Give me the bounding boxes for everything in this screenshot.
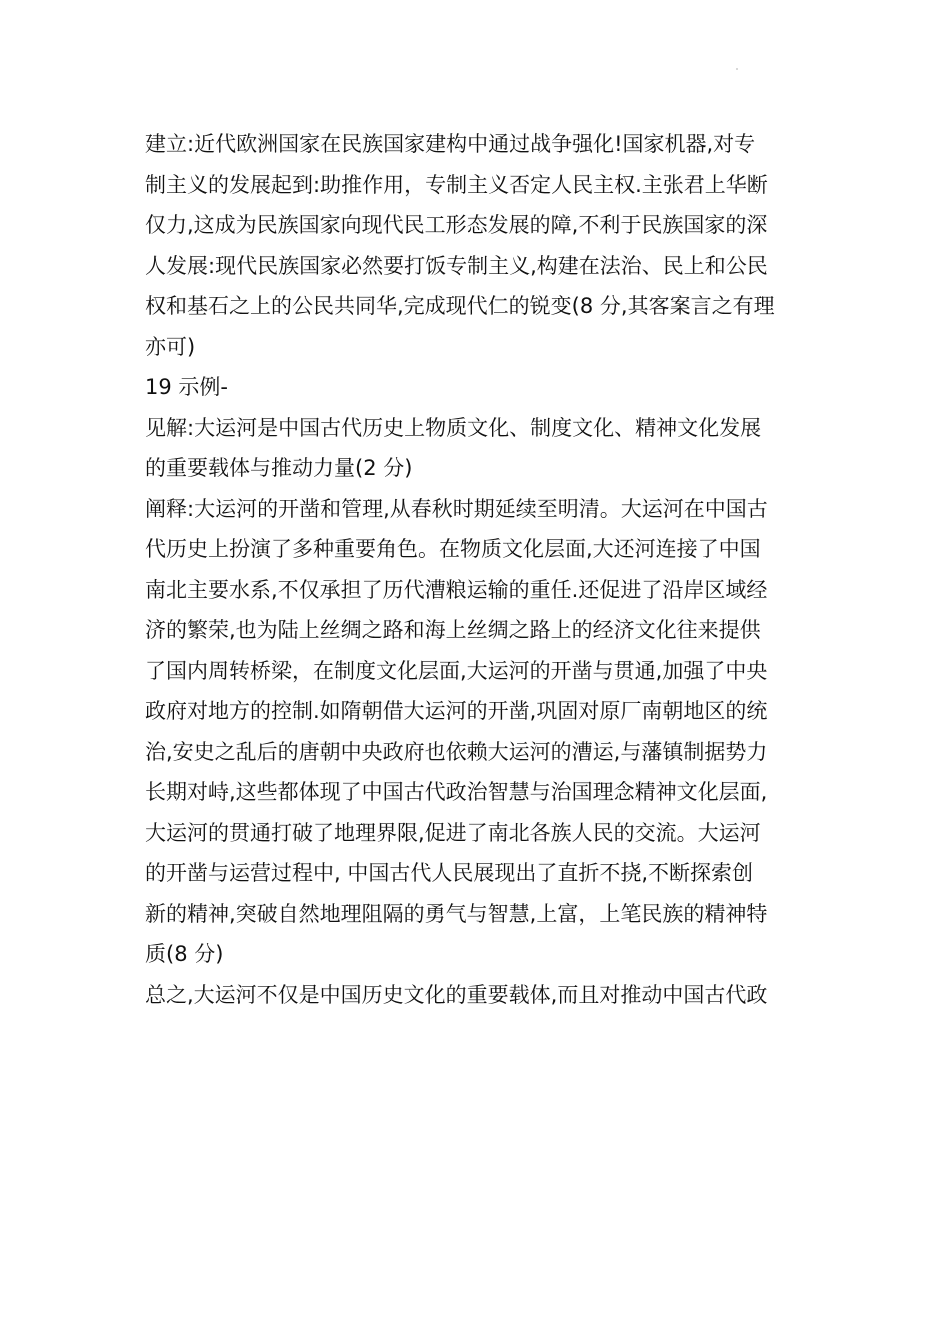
paragraph-constitutional-analysis: [145, 124, 815, 367]
text-line: 代历史上扮演了多种重要角色。在物质文化层面,大还河连接了中国: [145, 537, 761, 561]
paragraph-explanation: [145, 489, 815, 975]
question-number-heading: [145, 367, 815, 408]
text-line: 19 示例-: [145, 375, 228, 399]
text-line: 的重要载体与推动力量(2 分): [145, 456, 413, 480]
text-line: 的开凿与运营过程中, 中国古代人民展现出了直折不挠,不断探索创: [145, 861, 754, 885]
text-line: 建立:近代欧洲国家在民族国家建构中通过战争强化!国家机器,对专: [145, 132, 756, 156]
text-line: 治,安史之乱后的唐朝中央政府也依赖大运河的漕运,与藩镇制据势力: [145, 739, 768, 764]
text-line: 质(8 分): [145, 942, 224, 966]
text-line: 仅力,这成为民族国家向现代民工形态发展的障,不利于民族国家的深: [145, 213, 768, 237]
text-line: 见解:大运河是中国古代历史上物质文化、制度文化、精神文化发展: [145, 415, 762, 440]
text-line: 济的繁荣,也为陆上丝绸之路和海上丝绸之路上的经济文化往来提供: [145, 618, 761, 642]
text-line: 总之,大运河不仅是中国历史文化的重要载体,而且对推动中国古代政: [145, 982, 768, 1007]
page-corner-mark: [736, 68, 738, 70]
text-line: 长期对峙,这些都体现了中国古代政治智慧与治国理念精神文化层面,: [145, 780, 768, 804]
text-line: 阐释:大运河的开凿和管理,从春秋时期延续至明清。大运河在中国古: [145, 496, 768, 521]
text-line: 大运河的贯通打破了地理界限,促进了南北各族人民的交流。大运河: [145, 820, 761, 845]
text-line: 政府对地方的控制.如隋朝借大运河的开凿,巩固对原厂南朝地区的统: [145, 699, 768, 723]
text-line: 亦可): [145, 334, 196, 359]
text-line: 权和基石之上的公民共同华,完成现代仁的锐变(8 分,其客案言之有理: [145, 294, 775, 318]
paragraph-conclusion: [145, 975, 815, 1016]
text-line: 南北主要水系,不仅承担了历代漕粮运输的重任.还促进了沿岸区域经: [145, 577, 768, 602]
text-line: 新的精神,突破自然地理阻隔的勇气与智慧,上富，上笔民族的精神特: [145, 901, 768, 926]
paragraph-viewpoint: [145, 408, 815, 489]
text-line: 人发展:现代民族国家必然要打饭专制主义,构建在法治、民上和公民: [145, 253, 768, 278]
text-line: 了国内周转桥梁，在制度文化层面,大运河的开凿与贯通,加强了中央: [145, 658, 768, 683]
document-body: [145, 124, 815, 1015]
text-line: 制主义的发展起到:助推作用，专制主义否定人民主权.主张君上华断: [145, 172, 768, 197]
